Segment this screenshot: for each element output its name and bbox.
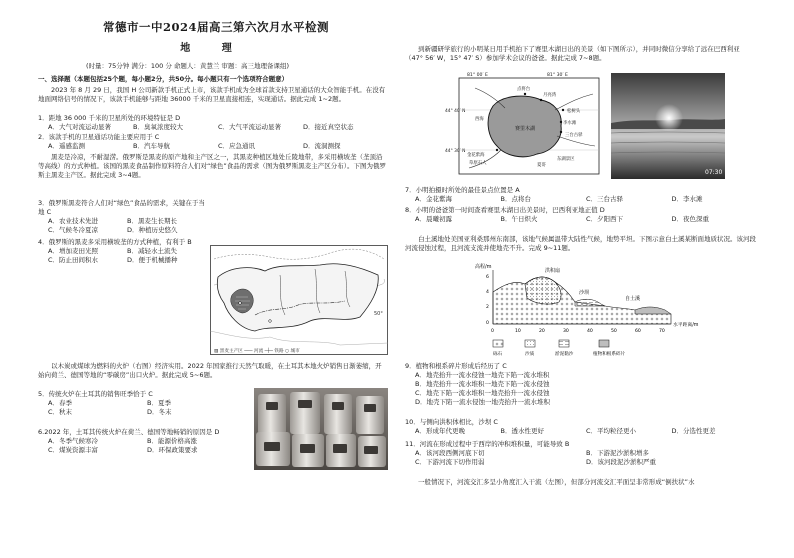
lat-label-1: 44° 40′ N (445, 109, 466, 114)
russia-rye-map (210, 245, 388, 355)
x-tick: 20 (539, 329, 545, 334)
y-tick: 0 (486, 321, 489, 326)
x-tick: 60 (635, 329, 641, 334)
question-stem: 1．距地 36 000 千米的卫星所处的环境特征是 D (38, 114, 181, 122)
question-stem: 3．俄罗斯黑麦符合人们对“绿色”食品的需求，关键在于当地 C (38, 199, 205, 217)
site-label: 西海 (475, 117, 484, 122)
x-axis-label: 水平距离/m (673, 323, 699, 328)
option-a: A．冬季气候寒冷 (48, 437, 98, 446)
y-tick: 4 (486, 290, 489, 295)
site-label: 三台古驿 (565, 133, 583, 138)
question-9 (405, 362, 757, 407)
option-d: D．接近真空状态 (303, 123, 354, 132)
map-lat-label: 50° (374, 311, 383, 317)
passage-4: 到新疆研学旅行的小明某日用手机拍下了赛里木湖日出的美景（如下图所示），并同时微信分享给了远在巴西利亚（47° 56′ W，15° 47′ S）参加学术会议的爸爸。据此完成 7~8题。 (405, 45, 740, 63)
question-stem: 2．该款手机的卫星通话功能主要应用于 C (38, 133, 160, 141)
option-b: B．能源价格高涨 (147, 437, 197, 446)
site-label: 东湖景区 (557, 157, 575, 162)
passage-3: 以木炭或煤球为燃料的火炉（右图）经济实用。2022 年国家推行天然气取暖，在土耳其本地火炉销售日渐萎缩，开始向荷兰、德国等地的“零碳房”出口火炉。据此完成 5~6题。 (38, 362, 382, 380)
site-label: 月亮湾 (543, 93, 557, 98)
question-1 (38, 114, 388, 132)
option-a: A．大气对流运动显著 (48, 123, 111, 132)
cross-section-svg (475, 262, 707, 358)
label-alluvial-fan: 洪积扇 (545, 268, 561, 274)
option-a: A．晨曦初露 (415, 215, 452, 224)
lon-label-1: 81° 00′ E (467, 73, 488, 78)
site-label: 李水滩 (563, 121, 577, 126)
option-b: B．地壳抬升一流水堆积一地壳下陷一流水侵蚀 (415, 380, 550, 389)
question-stem: 5．传统火炉在土耳其的销售旺季恰于 C (38, 390, 153, 398)
site-label: 草原石人 (469, 161, 487, 166)
question-4 (38, 238, 206, 265)
option-d: D．地壳下陷一流水侵蚀一地壳抬升一流水堆积 (415, 398, 551, 407)
option-c: C．大气平流运动显著 (218, 123, 282, 132)
option-b: B．减轻水土流失 (127, 247, 177, 256)
option-a: A．增加麦田光照 (48, 247, 98, 256)
question-stem: 6.2022 年，土耳其传统火炉在荷兰、德国等地畅销的原因是 D (38, 428, 220, 436)
y-axis-label: 高程/m (475, 264, 492, 270)
option-d: D．流洞测探 (303, 142, 341, 151)
question-2 (38, 133, 388, 151)
option-a: A．地壳抬升一流水侵蚀一地壳下陷一流水堆积 (415, 371, 550, 380)
page-title: 常德市一中2024届高三第六次月水平检测 (102, 20, 329, 34)
option-c: C．平均粒径更小 (586, 427, 637, 436)
option-d: D．便于机械播种 (127, 256, 178, 265)
passage-2: 黑麦是冷凉，不耐湿涝。俄罗斯是黑麦的原产地和主产区之一，其黑麦种植区地处丘陵地带，多采用横坡垄（垄顶沿等高线）的方式种植。该国的黑麦食品制作原料符合人们对“绿色”食品的需求（图为俄罗斯黑麦主产区分布）。下图为俄罗斯主黑麦主产区。据此完成 3~4题。 (38, 153, 386, 180)
question-stem: 7．小明拍摄时所处的最佳景点位置是 A (405, 186, 520, 194)
option-b: B．午日炽火 (500, 215, 538, 224)
stove-image (254, 388, 388, 470)
question-8 (405, 206, 757, 224)
option-b: B．臭氧浓度较大 (133, 123, 183, 132)
option-a: A．农业技术先进 (48, 217, 98, 226)
x-tick: 50 (611, 329, 617, 334)
option-b: B．透水性更好 (500, 427, 544, 436)
question-10 (405, 418, 757, 436)
lake-label: 赛里木湖 (515, 126, 536, 132)
passage-6: 一般情况下，河流交汇多呈小角度汇入干流（左图），但部分河流交汇平面呈非常形成“倒扶状”水 (418, 478, 695, 486)
option-b: B．夏季 (147, 399, 171, 408)
legend-sand: 沙质 (525, 352, 535, 357)
option-d: D．环保政策要求 (147, 446, 198, 455)
passage-5: 白土溪地处美国亚利桑那州东南部，该地气候属温带大陆性气候，地势平坦。下图示意白土溪某断面地质状况。该河段河流侵蚀过程，且河流支流并使地壳不升。完成 9~11题。 (405, 235, 756, 253)
sunrise-photo (611, 73, 725, 179)
question-3 (38, 199, 206, 235)
question-6 (38, 428, 246, 455)
option-a: A．该河段西侧河底下切 (415, 449, 485, 458)
option-c: C．应急通讯 (218, 142, 256, 151)
label-creek: 自土溪 (625, 296, 641, 302)
option-b: B．黑麦生长期长 (127, 217, 177, 226)
question-stem: 10．与侧向洪积体相比，沙坝 C (405, 418, 498, 426)
option-c: C．夕阳西下 (586, 215, 624, 224)
option-d: D．李水滩 (671, 195, 703, 204)
site-label: 松树头 (567, 109, 581, 114)
x-tick: 30 (563, 329, 569, 334)
passage-1: 2023 年 8 月 29 日，我国 H 公司新款手机正式上市，该款手机成为全球首款支持卫星通话的大众智能手机。在没有地面网络信号的情况下，该款手机能够与距地 36000 千米的卫星直接相连，实现通话。据此完成 1~2题。 (38, 86, 386, 104)
x-tick: 0 (491, 329, 494, 334)
question-stem: 9．植物和根系碎片形成后经历了 C (405, 362, 507, 370)
site-label: 夏哥 (537, 163, 546, 168)
legend-silt: 淤泥黏沙 (555, 352, 574, 357)
lat-label-2: 44° 30′ N (445, 149, 466, 154)
option-a: A．遥感监测 (48, 142, 85, 151)
x-tick: 70 (659, 329, 665, 334)
stove-photo (254, 388, 388, 470)
option-c: C．地壳下陷一流水堆积一地壳抬升一流水侵蚀 (415, 389, 550, 398)
section-heading: 一、选择题（本题包括25个题，每小题2分，共50分。每小题只有一个选项符合题意） (38, 75, 289, 83)
legend-gravel: 砾石 (493, 352, 503, 357)
legend-roots: 植物和根系碎片 (593, 352, 626, 357)
option-c: C．气候冬冷夏凉 (48, 226, 99, 235)
map-legend: ▨ 黑麦主产区 ─── 河流 ─┼─ 铁路 ○ 城市 (214, 349, 300, 354)
cross-section-figure (475, 262, 707, 358)
label-sand-bar: 沙坝 (579, 290, 590, 296)
y-tick: 2 (486, 305, 489, 310)
photo-timestamp: 07:30 (705, 169, 723, 176)
option-d: D．该河段泥沙淤积严重 (586, 458, 657, 467)
option-a: A．金花紫海 (415, 195, 452, 204)
site-label: 点将台 (517, 87, 531, 92)
option-c: C．秋末 (48, 408, 73, 417)
exam-meta: (时量：75分钟 满分：100 分 命题人：黄慧兰 审题：高三地理备课组) (86, 62, 290, 70)
option-c: C．煤炭资源丰富 (48, 446, 99, 455)
option-d: D．分选性更差 (671, 427, 716, 436)
option-c: C．三台古驿 (586, 195, 624, 204)
option-d: D．种植历史悠久 (127, 226, 178, 235)
lon-label-2: 81° 30′ E (547, 73, 568, 78)
question-stem: 4．俄罗斯的黑麦多采用横坡垄的方式种植，有利于 B (38, 238, 192, 246)
option-a: A．形成年代更晚 (415, 427, 465, 436)
sayram-lake-map (445, 70, 605, 178)
option-b: B．点将台 (500, 195, 531, 204)
x-tick: 10 (515, 329, 521, 334)
sunrise-image (611, 73, 725, 179)
site-label: 金花紫海 (467, 153, 485, 158)
subject-heading: 地 理 (180, 43, 246, 54)
option-d: D．冬末 (147, 408, 172, 417)
option-a: A．春季 (48, 399, 72, 408)
question-11 (405, 440, 757, 467)
russia-map-figure (210, 245, 388, 355)
option-c: C．下游河流下切作用弱 (415, 458, 485, 467)
question-stem: 8．小明的爸爸第一时间查看赛里木湖日出美景时，巴西利亚地正值 D (405, 206, 605, 214)
option-b: B．汽车导航 (133, 142, 170, 151)
option-c: C．防止田间积水 (48, 256, 99, 265)
lake-map-svg (445, 70, 605, 178)
question-7 (405, 186, 757, 204)
y-tick: 6 (486, 275, 489, 280)
x-tick: 40 (587, 329, 593, 334)
question-5 (38, 390, 246, 417)
option-b: B．下游泥沙淤积增多 (586, 449, 649, 458)
option-d: D．夜色深重 (671, 215, 710, 224)
question-stem: 11．河流在形成过程中于西岸的冲积堆积量，可能导致 B (405, 440, 570, 448)
